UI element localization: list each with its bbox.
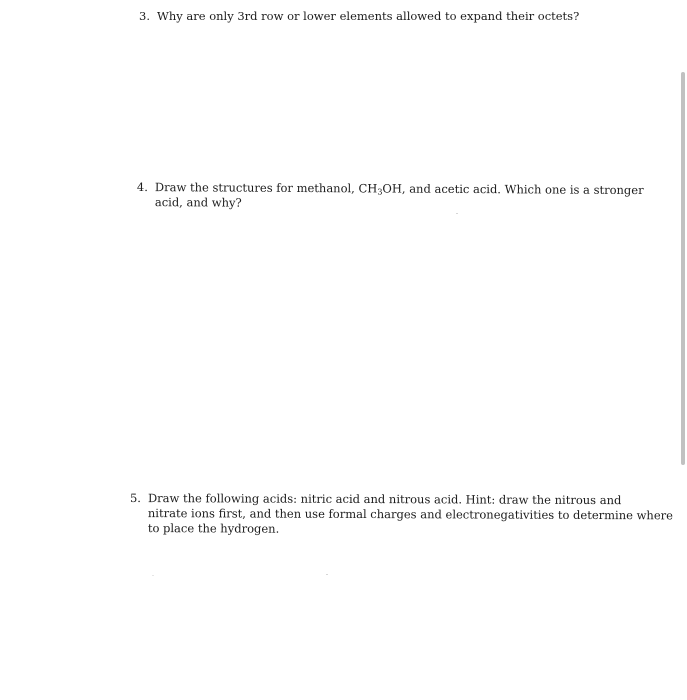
question-3-number: 3.: [139, 9, 150, 23]
scan-speck: [152, 575, 154, 576]
question-4-number: 4.: [136, 180, 148, 195]
vertical-scrollbar[interactable]: [681, 72, 685, 465]
scan-speck: [456, 213, 458, 214]
question-5-line-3: to place the hydrogen.: [147, 521, 280, 536]
question-3-text: Why are only 3rd row or lower elements allowed to expand their octets?: [157, 9, 580, 23]
question-5-line-2: nitrate ions first, and then use formal charges and electronegativities to determine where: [147, 506, 674, 523]
question-3: [139, 9, 579, 24]
question-4-line-2: acid, and why?: [154, 195, 242, 210]
question-5-text-line-1: Draw the following acids: nitric acid and nitrous acid. Hint: draw the nitrous and: [147, 491, 622, 508]
question-4-text-part-1: Draw the structures for methanol, CH: [154, 180, 378, 196]
scan-speck: [326, 574, 328, 575]
question-5-number: 5.: [129, 491, 141, 506]
question-5: [130, 491, 673, 538]
methanol-subscript: 3: [377, 187, 383, 197]
question-4: [137, 180, 644, 213]
question-3-line-1: [139, 9, 579, 24]
question-4-text-part-2: OH, and acetic acid. Which one is a stronger: [382, 181, 644, 198]
